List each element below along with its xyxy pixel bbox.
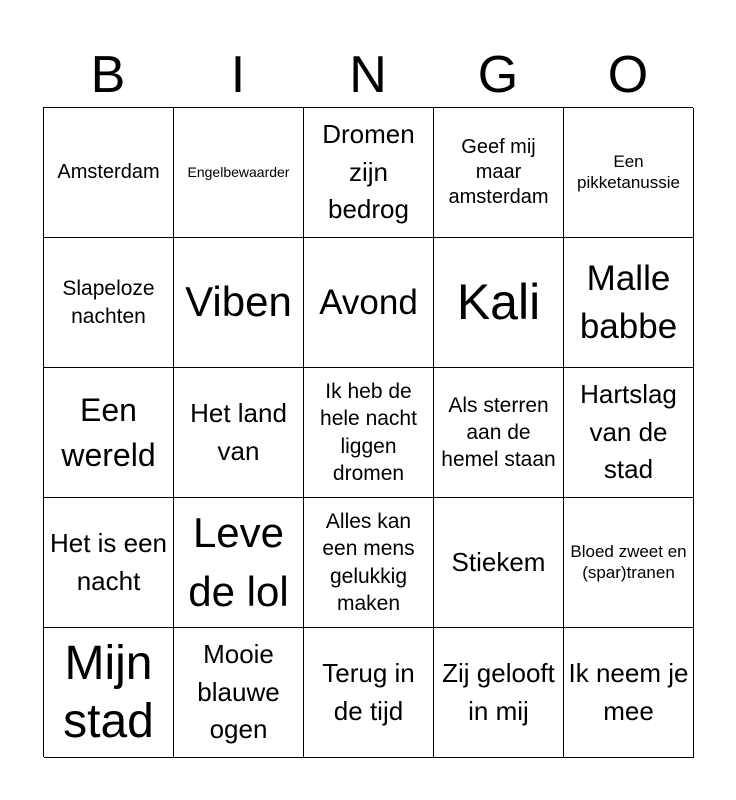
cell-text: Als sterren aan de hemel staan bbox=[441, 393, 556, 472]
bingo-cell-r1c2[interactable] bbox=[174, 108, 304, 238]
cell-text: Bloed zweet en (spar)tranen bbox=[570, 542, 687, 582]
bingo-cell-r4c5[interactable] bbox=[564, 498, 694, 628]
bingo-cell-r4c4[interactable] bbox=[434, 498, 564, 628]
bingo-cell-r3c4[interactable] bbox=[434, 368, 564, 498]
cell-text: Het land van bbox=[190, 397, 287, 466]
bingo-cell-r2c3[interactable] bbox=[304, 238, 434, 368]
bingo-cell-r3c5[interactable] bbox=[564, 368, 694, 498]
cell-text: Avond bbox=[319, 282, 418, 322]
header-letter-g: G bbox=[477, 46, 519, 104]
bingo-cell-r5c4[interactable] bbox=[434, 628, 564, 758]
header-letter-o: O bbox=[607, 46, 649, 104]
cell-text: Zij gelooft in mij bbox=[442, 657, 555, 726]
bingo-cell-r1c3[interactable] bbox=[304, 108, 434, 238]
bingo-cell-r3c1[interactable] bbox=[44, 368, 174, 498]
cell-text: Amsterdam bbox=[57, 161, 160, 183]
cell-text: Geef mij maar amsterdam bbox=[448, 136, 549, 208]
cell-text: Mooie blauwe ogen bbox=[197, 638, 280, 745]
bingo-cell-r5c2[interactable] bbox=[174, 628, 304, 758]
cell-text: Alles kan een mens gelukkig maken bbox=[322, 509, 415, 615]
cell-text: Een pikketanussie bbox=[576, 152, 680, 192]
bingo-cell-r4c3[interactable] bbox=[304, 498, 434, 628]
bingo-cell-r2c5[interactable] bbox=[564, 238, 694, 368]
cell-text: Ik neem je mee bbox=[568, 657, 689, 726]
bingo-cell-r5c3[interactable] bbox=[304, 628, 434, 758]
bingo-cell-r3c2[interactable] bbox=[174, 368, 304, 498]
bingo-cell-r2c4[interactable] bbox=[434, 238, 564, 368]
bingo-cell-r4c1[interactable] bbox=[44, 498, 174, 628]
cell-text: Hartslag van de stad bbox=[580, 378, 677, 485]
header-letter-b: B bbox=[90, 46, 126, 104]
cell-text: Viben bbox=[185, 278, 292, 326]
cell-text: Het is een nacht bbox=[49, 527, 168, 596]
cell-text: Engelbewaarder bbox=[187, 164, 290, 181]
cell-text: Malle babbe bbox=[579, 259, 678, 346]
bingo-card bbox=[43, 107, 693, 757]
header-letter-i: I bbox=[230, 46, 246, 104]
cell-text: Een wereld bbox=[61, 391, 156, 473]
bingo-cell-r1c5[interactable] bbox=[564, 108, 694, 238]
cell-text: Slapeloze nachten bbox=[62, 277, 155, 328]
cell-text: Kali bbox=[456, 274, 541, 330]
bingo-cell-r2c1[interactable] bbox=[44, 238, 174, 368]
bingo-header bbox=[43, 44, 693, 106]
bingo-cell-r1c1[interactable] bbox=[44, 108, 174, 238]
bingo-cell-r5c1[interactable] bbox=[44, 628, 174, 758]
bingo-cell-r4c2[interactable] bbox=[174, 498, 304, 628]
cell-text: Ik heb de hele nacht liggen dromen bbox=[320, 379, 417, 485]
cell-text: Mijn stad bbox=[63, 636, 154, 748]
bingo-cell-r5c5[interactable] bbox=[564, 628, 694, 758]
header-letter-n: N bbox=[349, 46, 387, 104]
cell-text: Stiekem bbox=[451, 546, 546, 577]
cell-text: Terug in de tijd bbox=[322, 657, 415, 726]
cell-text: Leve de lol bbox=[188, 508, 289, 615]
cell-text: Dromen zijn bedrog bbox=[322, 118, 415, 225]
bingo-cell-r1c4[interactable] bbox=[434, 108, 564, 238]
bingo-cell-r3c3[interactable] bbox=[304, 368, 434, 498]
bingo-cell-r2c2[interactable] bbox=[174, 238, 304, 368]
